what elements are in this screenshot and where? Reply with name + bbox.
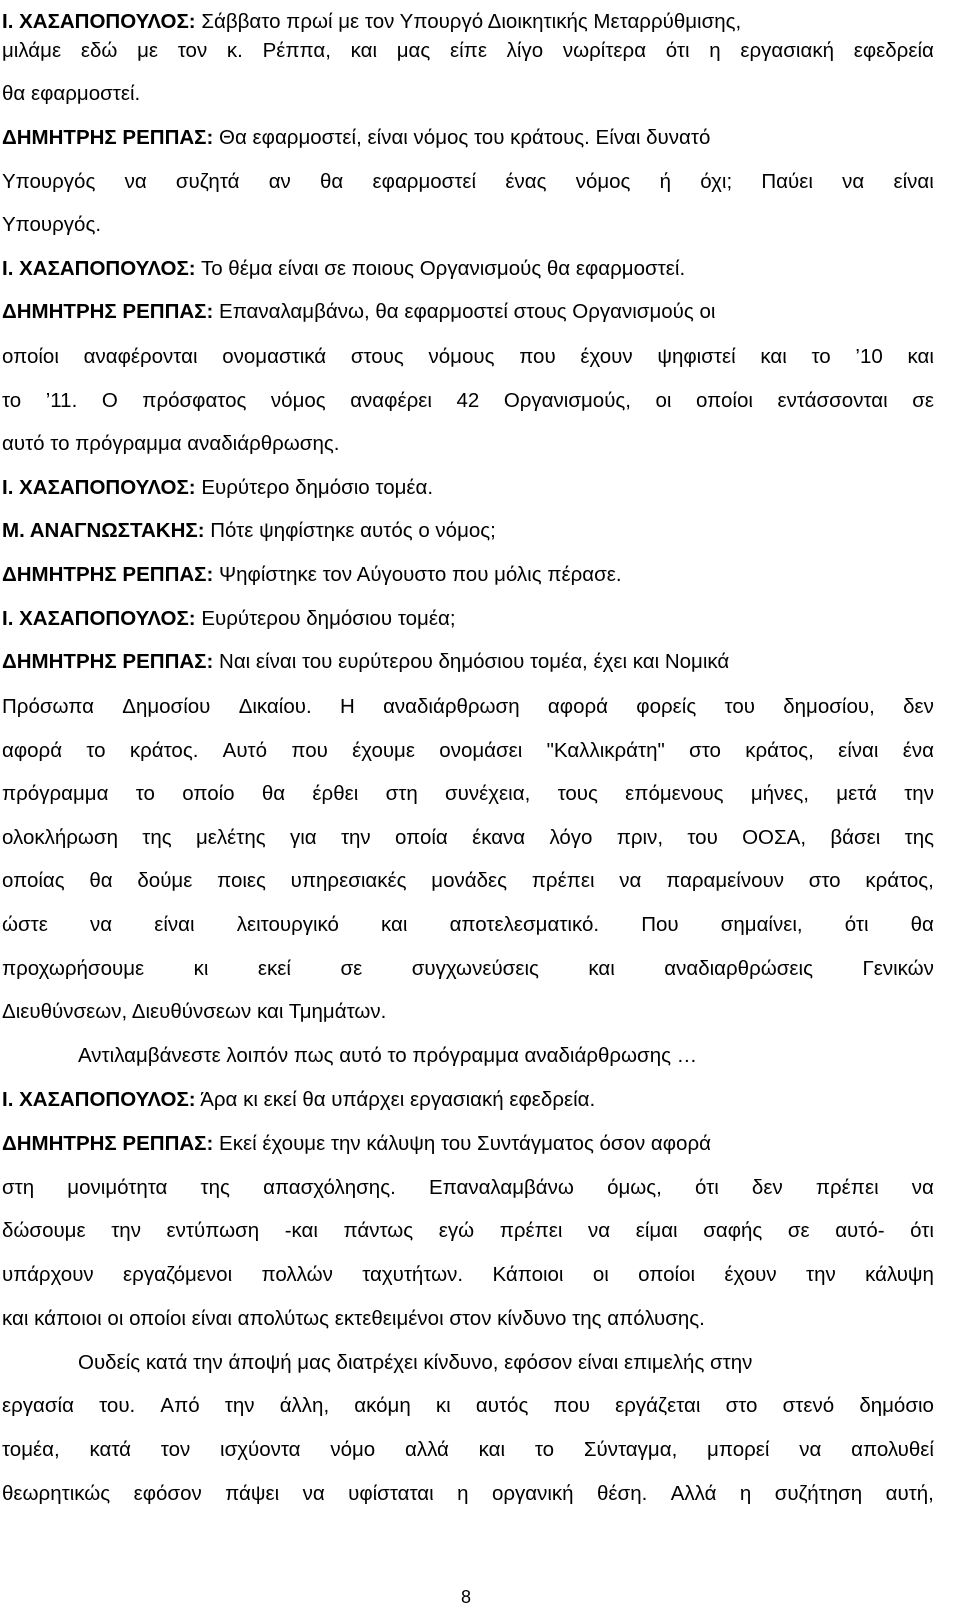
text-line [2, 509, 934, 553]
word: οι [655, 389, 672, 412]
word: οποίοι [696, 389, 753, 412]
word: Παύει [761, 170, 813, 193]
word: αφορά [547, 695, 608, 718]
word: κράτος. [129, 739, 199, 762]
text-line [2, 859, 934, 903]
word: να [842, 170, 865, 193]
word: υπηρεσιακές [290, 869, 407, 892]
word: που [291, 739, 328, 762]
text-line [2, 1253, 934, 1297]
word: ψηφιστεί [657, 345, 736, 368]
word: εκεί [257, 957, 291, 980]
word: μετά [836, 782, 877, 805]
word: ονομάσει [439, 739, 523, 762]
text-line [2, 116, 934, 160]
word: της [200, 1176, 230, 1199]
word: στενό [782, 1394, 835, 1417]
text-line [2, 1166, 934, 1210]
word: που [519, 345, 556, 368]
word: δεν [903, 695, 934, 718]
word: Η [339, 695, 355, 718]
text-line [2, 1297, 934, 1341]
text-line [2, 1428, 934, 1472]
word: ότι [844, 913, 869, 936]
word: Δημοσίου [122, 695, 211, 718]
text-line [78, 1034, 934, 1078]
word: όχι; [700, 170, 733, 193]
word: -και [284, 1219, 318, 1242]
word: με [137, 39, 159, 62]
word: η [457, 1482, 469, 1505]
text-line [2, 335, 934, 379]
word: θα [910, 913, 934, 936]
word: λίγο [506, 39, 544, 62]
text-line [2, 597, 934, 641]
word: τους [557, 782, 598, 805]
word: ένας [505, 170, 547, 193]
word: του [724, 695, 755, 718]
word: "Καλλικράτη" [546, 739, 665, 762]
word: εργασία [2, 1394, 74, 1417]
text-line [2, 422, 934, 466]
word: πρόσφατος [142, 389, 247, 412]
word: την [111, 1219, 141, 1242]
word: αναφέρει [350, 389, 432, 412]
text-line [2, 466, 934, 510]
word: νόμο [330, 1438, 376, 1461]
word: συγχωνεύσεις [411, 957, 539, 980]
word: κι [435, 1394, 451, 1417]
word: αναδιάρθρωση [383, 695, 520, 718]
text-line [2, 903, 934, 947]
word: εφεδρεία [853, 39, 934, 62]
text-line [2, 160, 934, 204]
word: εργαζόμενοι [123, 1263, 233, 1286]
word: να [799, 1438, 822, 1461]
word: στους [350, 345, 404, 368]
word: σημαίνει, [720, 913, 803, 936]
text-line [2, 72, 934, 116]
text-line [2, 1122, 934, 1166]
line-text: Ευρύτερο δημόσιο τομέα. [201, 476, 434, 499]
text-line [2, 290, 934, 334]
word: Αλλά [670, 1482, 717, 1505]
speaker-name: Ι. ΧΑΣΑΠΟΠΟΥΛΟΣ: [2, 476, 196, 499]
word: Ρέππα, [262, 39, 331, 62]
word: δεν [751, 1176, 783, 1199]
word: συζητά [175, 170, 240, 193]
word: είναι [154, 913, 195, 936]
speaker-name: Ι. ΧΑΣΑΠΟΠΟΥΛΟΣ: [2, 607, 196, 630]
word: είναι [838, 739, 879, 762]
word: στο [689, 739, 721, 762]
word: λειτουργικό [236, 913, 339, 936]
text-line [2, 203, 934, 247]
line-text: θα εφαρμοστεί. [2, 82, 141, 105]
word: σαφής [703, 1219, 763, 1242]
word: το [86, 739, 106, 762]
word: Κάποιοι [492, 1263, 564, 1286]
text-line [2, 1209, 934, 1253]
word: μπορεί [707, 1438, 770, 1461]
word: νόμους [428, 345, 495, 368]
word: αυτό- [835, 1219, 885, 1242]
line-text: Αντιλαμβάνεστε λοιπόν πως αυτό το πρόγραμμα αναδιάρθρωσης … [78, 1044, 698, 1067]
word: αναδιαρθρώσεις [664, 957, 813, 980]
line-text: Πότε ψηφίστηκε αυτός ο νόμος; [210, 519, 496, 542]
word: Ο [101, 389, 118, 412]
line-text: Ουδείς κατά την άποψή μας διατρέχει κίνδυνο, εφόσον είναι επιμελής στην [78, 1351, 753, 1374]
line-text: Το θέμα είναι σε ποιους Οργανισμούς θα εφαρμοστεί. [200, 257, 686, 280]
word: ΟΟΣΑ, [742, 826, 807, 849]
word: πάψει [225, 1482, 280, 1505]
text-line [2, 1384, 934, 1428]
word: όμως, [607, 1176, 662, 1199]
speaker-name: ΔΗΜΗΤΡΗΣ ΡΕΠΠΑΣ: [2, 126, 214, 149]
text-line [2, 816, 934, 860]
word: να [619, 869, 642, 892]
word: και [381, 913, 408, 936]
word: ’11. [45, 389, 78, 412]
word: μας [396, 39, 431, 62]
word: εργάζεται [615, 1394, 701, 1417]
text-line [2, 947, 934, 991]
word: και [588, 957, 615, 980]
word: μονάδες [431, 869, 508, 892]
word: εδώ [80, 39, 118, 62]
word: Γενικών [862, 957, 934, 980]
word: δημόσιο [859, 1394, 934, 1417]
word: εντάσσονται [777, 389, 888, 412]
line-text: Υπουργός. [2, 213, 102, 236]
word: ’10 [855, 345, 883, 368]
text-line [2, 729, 934, 773]
word: αναφέρονται [83, 345, 198, 368]
word: και [350, 39, 378, 62]
word: πρόγραμμα [2, 782, 109, 805]
word: φορείς [636, 695, 697, 718]
word: είμαι [635, 1219, 678, 1242]
word: οποίο [182, 782, 235, 805]
word: ώστε [2, 913, 48, 936]
word: ένα [902, 739, 934, 762]
word: έχουν [724, 1263, 777, 1286]
word: κι [193, 957, 209, 980]
word: Πρόσωπα [2, 695, 94, 718]
text-line [2, 379, 934, 423]
page-number: 8 [460, 1587, 471, 1607]
word: σε [912, 389, 934, 412]
text-line [2, 553, 934, 597]
word: σε [787, 1219, 810, 1242]
word: πρέπει [815, 1176, 879, 1199]
word: έχουν [580, 345, 633, 368]
word: να [588, 1219, 611, 1242]
word: έχουμε [352, 739, 416, 762]
word: αλλά [404, 1438, 449, 1461]
word: να [302, 1482, 325, 1505]
word: στο [725, 1394, 758, 1417]
word: έρθει [312, 782, 359, 805]
word: κ. [226, 39, 243, 62]
word: ότι [665, 39, 690, 62]
word: συνέχεια, [445, 782, 531, 805]
text-line [2, 772, 934, 816]
word: αποτελεσματικό. [449, 913, 600, 936]
word: υπάρχουν [2, 1263, 94, 1286]
word: ότι [910, 1219, 934, 1242]
word: νόμος [575, 170, 631, 193]
word: και [478, 1438, 506, 1461]
word: πολλών [261, 1263, 333, 1286]
word: και [907, 345, 934, 368]
word: αυτή, [885, 1482, 934, 1505]
word: πρέπει [531, 869, 595, 892]
word: θα [89, 869, 113, 892]
word: πρέπει [499, 1219, 563, 1242]
word: ονομαστικά [222, 345, 327, 368]
word: ποιες [217, 869, 266, 892]
word: είπε [449, 39, 487, 62]
word: να [124, 170, 147, 193]
speaker-name: Μ. ΑΝΑΓΝΩΣΤΑΚΗΣ: [2, 519, 205, 542]
word: της [904, 826, 934, 849]
word: επόμενους [625, 782, 724, 805]
word: Σύνταγμα, [583, 1438, 678, 1461]
word: της [142, 826, 172, 849]
word: η [739, 1482, 752, 1505]
word: την [224, 1394, 255, 1417]
word: Υπουργός [2, 170, 96, 193]
word: Από [160, 1394, 200, 1417]
line-text: Άρα κι εκεί θα υπάρχει εργασιακή εφεδρεία. [200, 1088, 596, 1111]
word: την [904, 782, 934, 805]
line-text: και κάποιοι οι οποίοι είναι απολύτως εκτεθειμένοι στον κίνδυνο της απόλυσης. [2, 1307, 705, 1330]
word: Που [641, 913, 679, 936]
word: οποίας [2, 869, 65, 892]
word: ακόμη [354, 1394, 411, 1417]
word: εφόσον [133, 1482, 202, 1505]
word: εφαρμοστεί [372, 170, 477, 193]
word: οποίοι [2, 345, 59, 368]
word: το [135, 782, 155, 805]
word: δώσουμε [2, 1219, 86, 1242]
word: να [911, 1176, 934, 1199]
text-line [2, 29, 934, 73]
word: η [709, 39, 721, 62]
word: τον [177, 39, 208, 62]
speaker-name: ΔΗΜΗΤΡΗΣ ΡΕΠΠΑΣ: [2, 300, 214, 323]
word: συζήτηση [774, 1482, 863, 1505]
line-text: Ευρύτερου δημόσιου τομέα; [201, 607, 456, 630]
word: νωρίτερα [562, 39, 647, 62]
word: στη [2, 1176, 35, 1199]
word: ισχύοντα [220, 1438, 301, 1461]
word: εντύπωση [166, 1219, 260, 1242]
word: που [553, 1394, 590, 1417]
word: μήνες, [750, 782, 810, 805]
word: τον [160, 1438, 191, 1461]
word: ταχυτήτων. [362, 1263, 464, 1286]
word: τομέα, [2, 1438, 60, 1461]
word: οποία [394, 826, 448, 849]
word: μελέτης [195, 826, 266, 849]
word: του. [99, 1394, 136, 1417]
word: για [289, 826, 317, 849]
text-line [78, 1341, 934, 1385]
word: κράτος, [745, 739, 814, 762]
line-text: Ψηφίστηκε τον Αύγουστο που μόλις πέρασε. [219, 563, 622, 586]
word: έκανα [472, 826, 526, 849]
word: πριν, [616, 826, 664, 849]
word: ότι [695, 1176, 719, 1199]
word: ή [659, 170, 672, 193]
line-text: Ναι είναι του ευρύτερου δημόσιου τομέα, έχει και Νομικά [219, 650, 730, 673]
word: να [90, 913, 113, 936]
line-text: Σάββατο πρωί με τον Υπουργό Διοικητικής Μεταρρύθμισης, [201, 10, 742, 33]
word: θέση. [597, 1482, 648, 1505]
word: εργασιακή [740, 39, 834, 62]
word: στο [808, 869, 841, 892]
text-line [2, 640, 934, 684]
word: νόμος [270, 389, 326, 412]
speaker-name: ΔΗΜΗΤΡΗΣ ΡΕΠΠΑΣ: [2, 563, 214, 586]
word: παραμείνουν [666, 869, 784, 892]
word: Αυτό [222, 739, 268, 762]
word: πάντως [343, 1219, 414, 1242]
text-line [2, 685, 934, 729]
line-text: Επαναλαμβάνω, θα εφαρμοστεί στους Οργανισμούς οι [219, 300, 716, 323]
text-line [2, 1078, 934, 1122]
word: θα [320, 170, 344, 193]
word: δούμε [137, 869, 193, 892]
word: στη [385, 782, 418, 805]
text-line [2, 990, 934, 1034]
word: κάλυψη [865, 1263, 934, 1286]
word: την [806, 1263, 836, 1286]
line-text: Θα εφαρμοστεί, είναι νόμος του κράτους. Είναι δυνατό [219, 126, 711, 149]
word: την [340, 826, 371, 849]
word: εγώ [438, 1219, 475, 1242]
word: κατά [89, 1438, 132, 1461]
text-line [2, 1472, 934, 1516]
word: Οργανισμούς, [503, 389, 631, 412]
word: Δικαίου. [238, 695, 312, 718]
word: 42 [456, 389, 480, 412]
word: λόγο [549, 826, 593, 849]
word: ολοκλήρωση [2, 826, 118, 849]
speaker-name: ΔΗΜΗΤΡΗΣ ΡΕΠΠΑΣ: [2, 1132, 214, 1155]
word: Επαναλαμβάνω [428, 1176, 574, 1199]
word: μιλάμε [2, 39, 62, 62]
word: αφορά [2, 739, 63, 762]
line-text: Εκεί έχουμε την κάλυψη του Συντάγματος όσον αφορά [219, 1132, 711, 1155]
word: οποίοι [638, 1263, 696, 1286]
line-text: Διευθύνσεων, Διευθύνσεων και Τμημάτων. [2, 1000, 387, 1023]
text-line [2, 247, 934, 291]
speaker-name: Ι. ΧΑΣΑΠΟΠΟΥΛΟΣ: [2, 10, 196, 33]
word: υφίσταται [348, 1482, 434, 1505]
word: κράτος, [865, 869, 934, 892]
speaker-name: Ι. ΧΑΣΑΠΟΠΟΥΛΟΣ: [2, 257, 196, 280]
word: αν [268, 170, 291, 193]
word: αυτός [475, 1394, 529, 1417]
word: σε [340, 957, 363, 980]
word: οι [592, 1263, 609, 1286]
word: του [687, 826, 718, 849]
word: βάσει [830, 826, 881, 849]
word: το [534, 1438, 555, 1461]
speaker-name: Ι. ΧΑΣΑΠΟΠΟΥΛΟΣ: [2, 1088, 196, 1111]
word: είναι [893, 170, 934, 193]
word: οργανική [491, 1482, 574, 1505]
word: το [811, 345, 831, 368]
word: το [2, 389, 22, 412]
word: δημοσίου, [783, 695, 875, 718]
word: θα [261, 782, 286, 805]
word: θεωρητικώς [2, 1482, 111, 1505]
word: μονιμότητα [67, 1176, 168, 1199]
word: προχωρήσουμε [2, 957, 145, 980]
word: και [760, 345, 787, 368]
word: απολυθεί [851, 1438, 934, 1461]
speaker-name: ΔΗΜΗΤΡΗΣ ΡΕΠΠΑΣ: [2, 650, 214, 673]
line-text: αυτό το πρόγραμμα αναδιάρθρωσης. [2, 432, 340, 455]
word: άλλη, [279, 1394, 330, 1417]
word: απασχόλησης. [263, 1176, 396, 1199]
